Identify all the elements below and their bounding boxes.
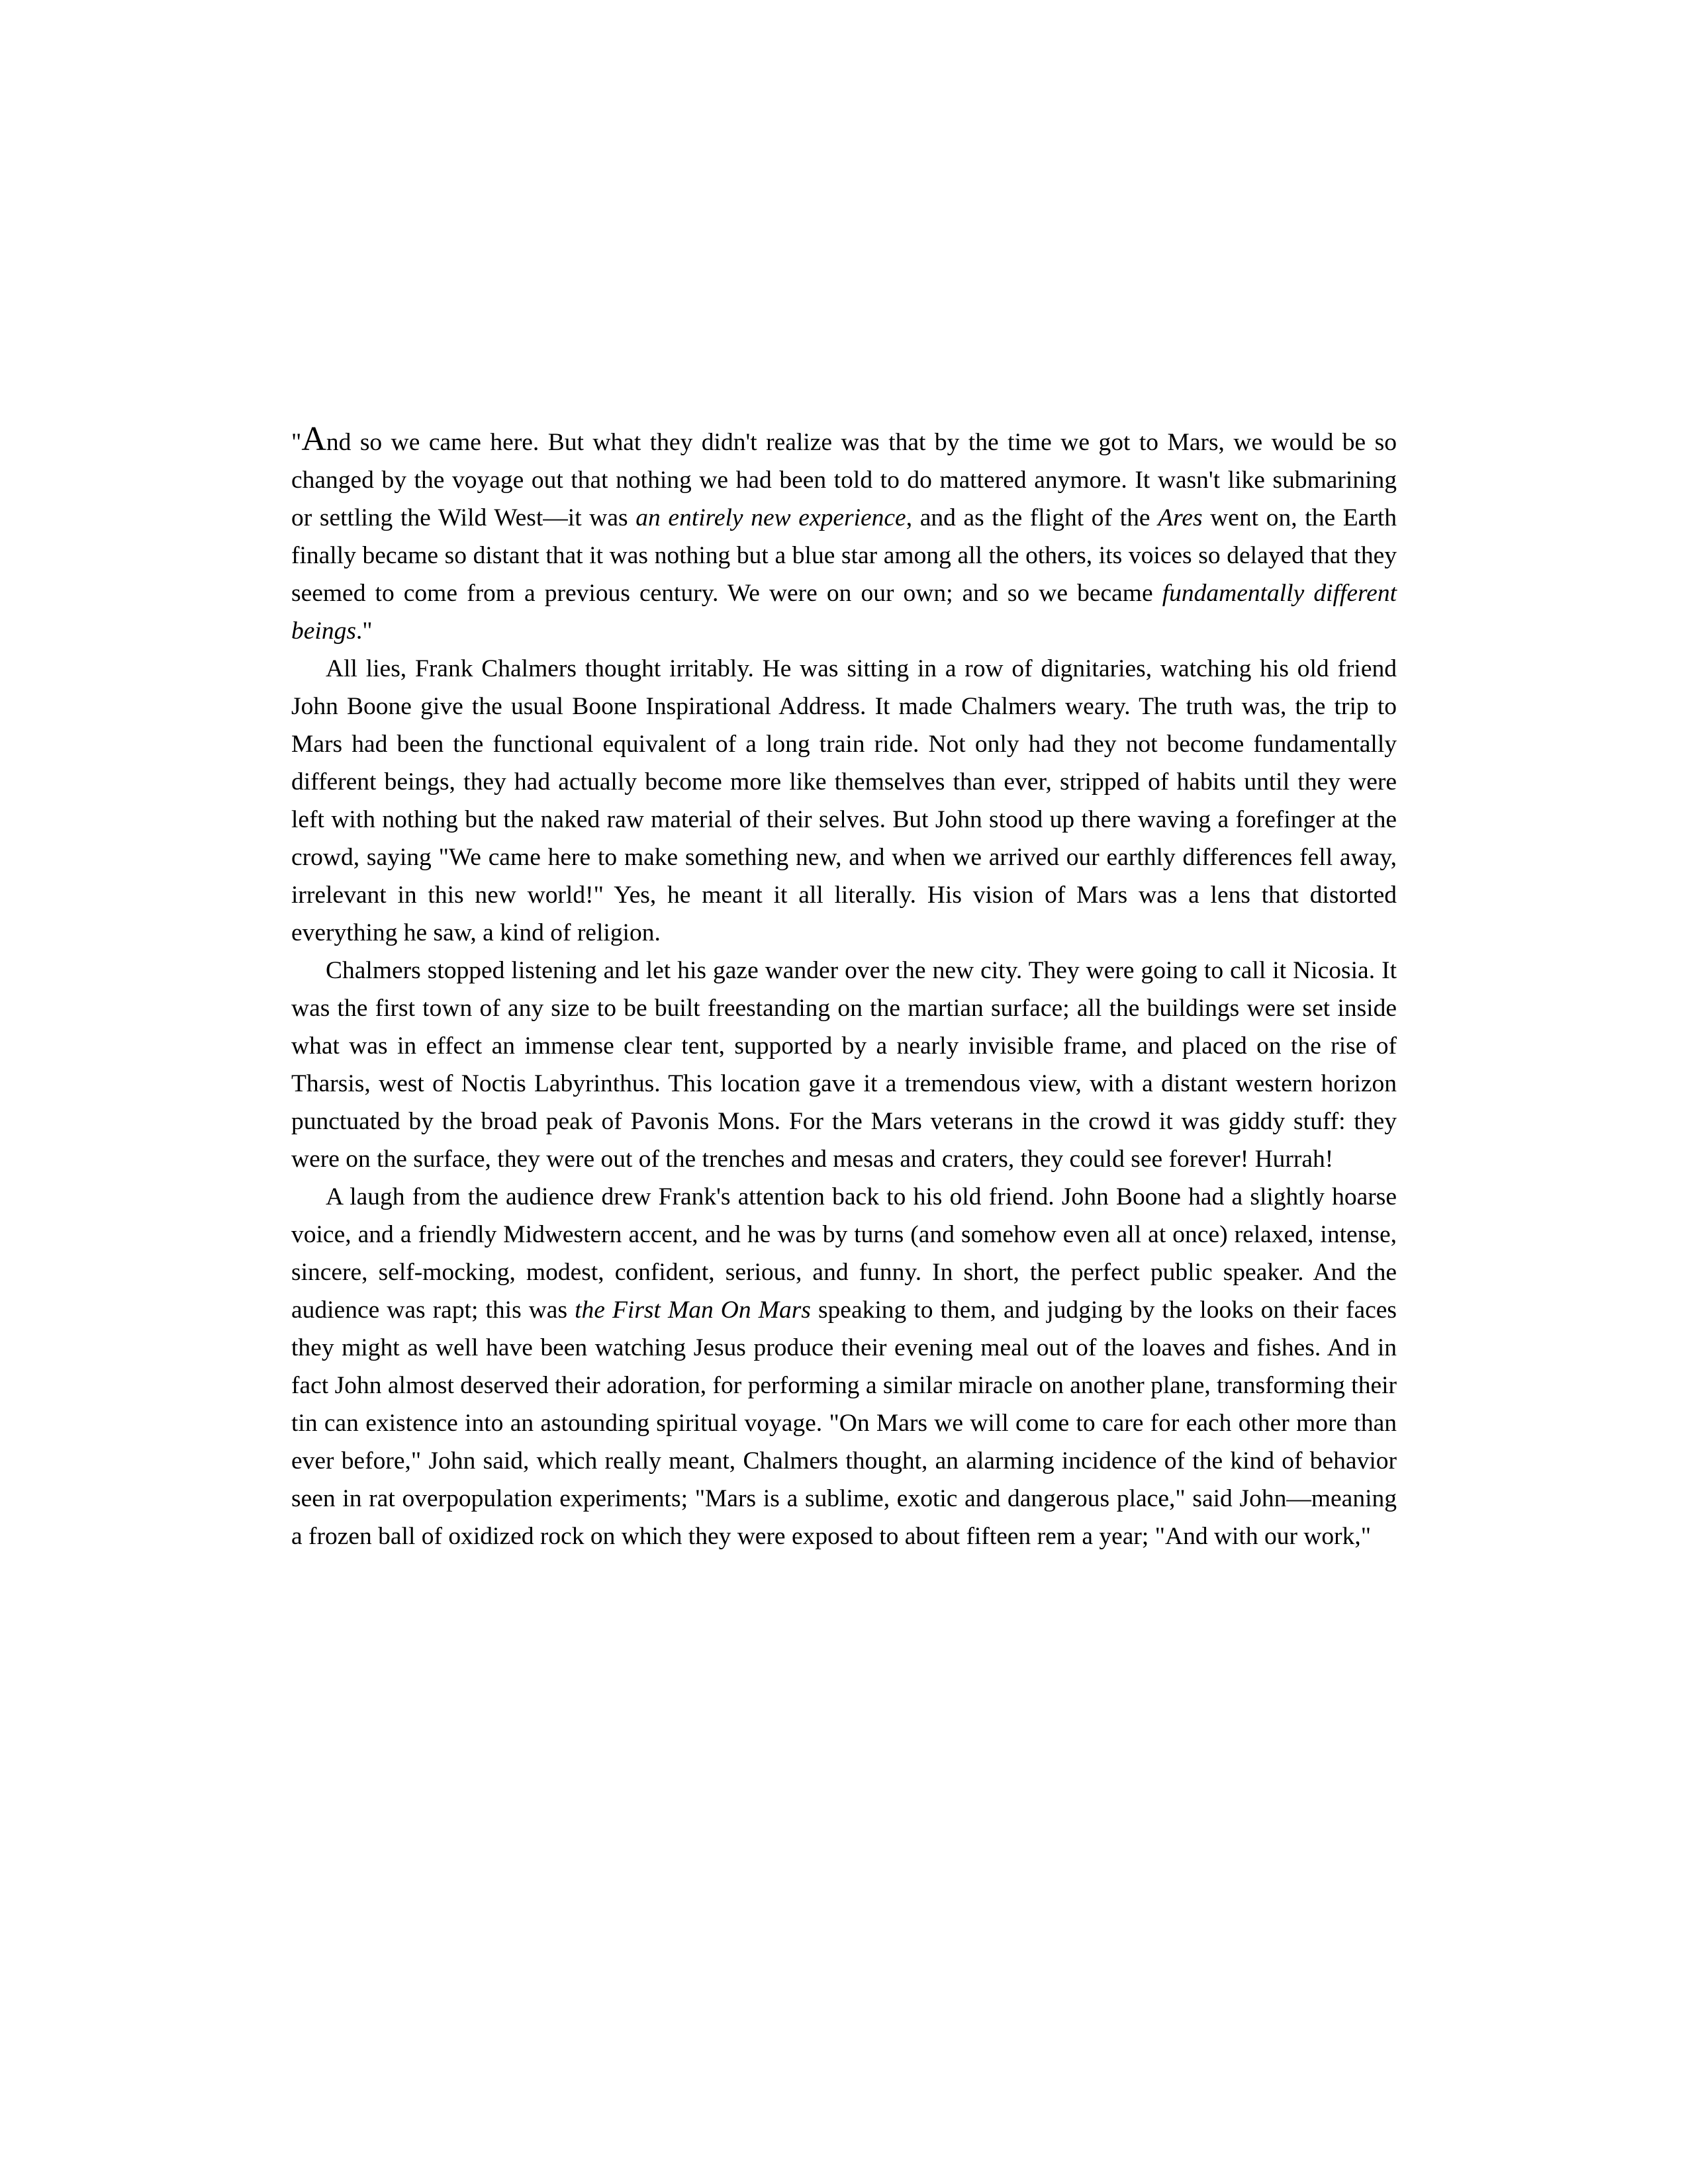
text-run: A laugh from the audience drew Frank's attention back to his old friend. John Boone had a slightly hoarse voice, and a friendly Midwestern accent, and he was by turns (and somehow even all at once) relaxed, intense, sincere, self-mocking, modest, confident, serious, and funny. In short, the perfect public speaker. And the audience was rapt; this was <box>291 1183 1397 1324</box>
paragraph <box>291 952 1397 1178</box>
body-text-block <box>291 420 1397 1555</box>
text-run: All lies, Frank Chalmers thought irritably. He was sitting in a row of dignitaries, watching his old friend John Boone give the usual Boone Inspirational Address. It made Chalmers weary. The truth was, the trip to Mars had been the functional equivalent of a long train ride. Not only had they not become fundamentally different beings, they had actually become more like themselves than ever, stripped of habits until they were left with nothing but the naked raw material of their selves. But John stood up there waving a forefinger at the crowd, saying "We came here to make something new, and when we arrived our earthly differences fell away, irrelevant in this new world!" Yes, he meant it all literally. His vision of Mars was a lens that distorted everything he saw, a kind of religion. <box>291 655 1397 946</box>
text-run: Chalmers stopped listening and let his gaze wander over the new city. They were going to call it Nicosia. It was the first town of any size to be built freestanding on the martian surface; all the buildings were set inside what was in effect an immense clear tent, supported by a nearly invisible frame, and placed on the rise of Tharsis, west of Noctis Labyrinthus. This location gave it a tremendous view, with a distant western horizon punctuated by the broad peak of Pavonis Mons. For the Mars veterans in the crowd it was giddy stuff: they were on the surface, they were out of the trenches and mesas and craters, they could see forever! Hurrah! <box>291 957 1397 1173</box>
paragraph <box>291 650 1397 952</box>
italic-text: fundamentally different beings <box>291 580 1397 645</box>
italic-text: Ares <box>1158 504 1203 531</box>
paragraph <box>291 420 1397 650</box>
text-run: speaking to them, and judging by the looks on their faces they might as well have been watching Jesus produce their evening meal out of the loaves and fishes. And in fact John almost deserved their adoration, for performing a similar miracle on another plane, transforming their tin can existence into an astounding spiritual voyage. "On Mars we will come to care for each other more than ever before," John said, which really meant, Chalmers thought, an alarming incidence of the kind of behavior seen in rat overpopulation experiments; "Mars is a sublime, exotic and dangerous place," said John—meaning a frozen ball of oxidized rock on which they were exposed to about fifteen rem a year; "And with our work," <box>291 1297 1397 1550</box>
italic-text: an entirely new experience <box>635 504 906 531</box>
paragraph <box>291 1178 1397 1555</box>
text-run: ." <box>355 617 373 645</box>
text-run: , and as the flight of the <box>906 504 1158 531</box>
text-run: went on, the Earth finally became so distant that it was nothing but a blue star among all the others, its voices so delayed that they seemed to come from a previous century. We were on our own; and so we became <box>291 504 1397 607</box>
drop-cap: A <box>301 420 326 458</box>
text-run: nd so we came here. But what they didn't realize was that by the time we got to Mars, we would be so changed by the voyage out that nothing we had been told to do mattered anymore. It wasn't like submarining or settling the Wild West—it was <box>291 429 1397 531</box>
opening-quote: " <box>291 429 302 456</box>
italic-text: the First Man On Mars <box>575 1297 811 1324</box>
